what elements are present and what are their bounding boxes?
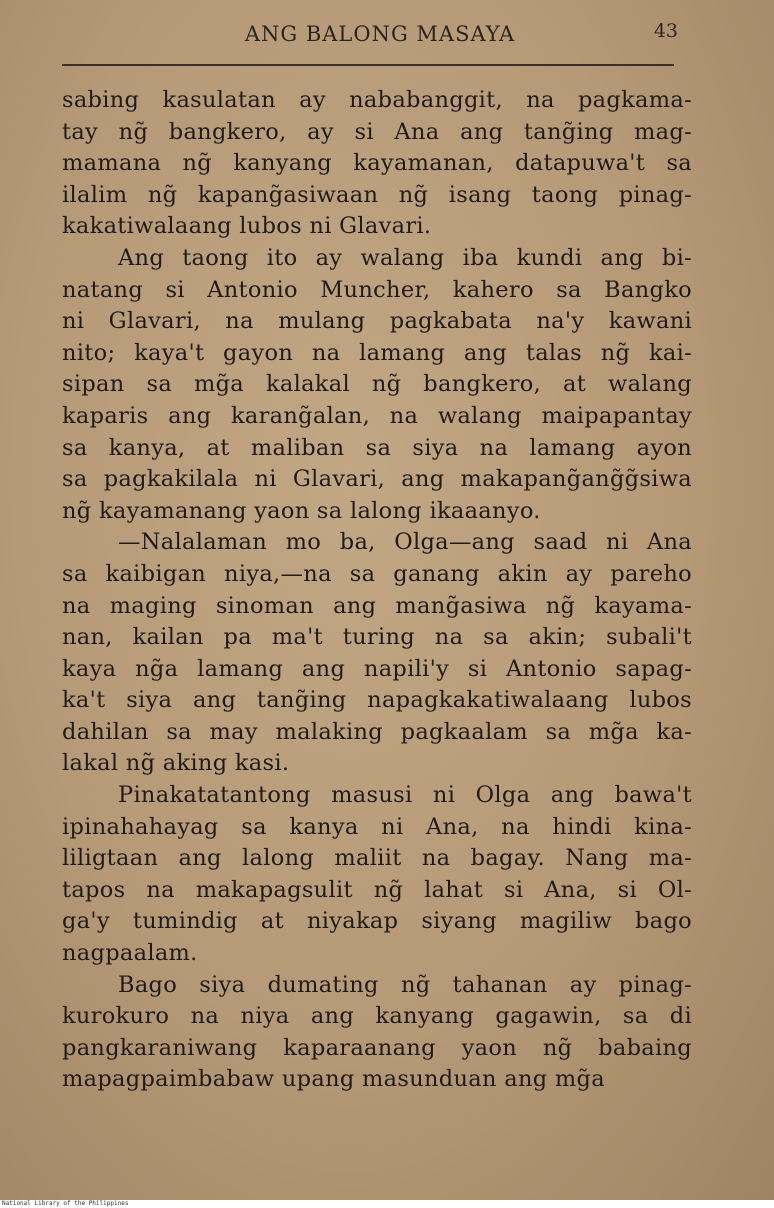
text-line: pangkaraniwang kaparaanang yaon ng̃ babaing — [62, 1034, 692, 1061]
text-line: lakal ng̃ aking kasi. — [62, 750, 290, 777]
text-line: tapos na makapagsulit ng̃ lahat si Ana, si Ol- — [62, 876, 692, 903]
text-line: ipinahahayag sa kanya ni Ana, na hindi kina- — [62, 813, 692, 840]
text-line: sabing kasulatan ay nababanggit, na pagkama- — [62, 87, 692, 113]
text-line: sipan sa mg̃a kalakal ng̃ bangkero, at walang — [62, 371, 692, 398]
text-line: mamana ng̃ kanyang kayamanan, datapuwa't sa — [62, 150, 692, 177]
text-line: na maging sinoman ang mang̃asiwa ng̃ kayama- — [62, 592, 692, 619]
paragraph — [62, 780, 692, 970]
text-line: mapagpaimbabaw upang masunduan ang mg̃a — [62, 1066, 605, 1093]
text-line: tay ng̃ bangkero, ay si Ana ang tang̃ing mag- — [62, 118, 692, 145]
text-line: liligtaan ang lalong maliit na bagay. Nang ma- — [62, 845, 692, 872]
text-line: kurokuro na niya ang kanyang gagawin, sa di — [62, 1003, 692, 1030]
text-line: sa kaibigan niya,—na sa ganang akin ay pareho — [62, 560, 692, 587]
footer — [0, 1200, 774, 1208]
paragraph — [62, 527, 692, 780]
text-line: nito; kaya't gayon na lamang ang talas ng̃ kai- — [62, 339, 692, 366]
paragraph — [62, 243, 692, 527]
header-rule — [62, 64, 674, 66]
text-line: kaparis ang karang̃alan, na walang maipapantay — [62, 402, 692, 429]
text-line: kakatiwalaang lubos ni Glavari. — [62, 213, 432, 240]
text-line: —Nalalaman mo ba, Olga—ang saad ni Ana — [118, 529, 692, 556]
text-line: sa kanya, at maliban sa siya na lamang ayon — [62, 434, 692, 461]
text-line: ka't siya ang tang̃ing napagkakatiwalaang lubos — [62, 687, 692, 714]
text-line: sa pagkakilala ni Glavari, ang makapang̃ang̃g̃siwa — [62, 466, 692, 493]
paragraph — [62, 85, 692, 243]
footer-credit: National Library of the Philippines — [2, 1200, 129, 1207]
text-line: Pinakatatantong masusi ni Olga ang bawa't — [118, 782, 692, 809]
page-number: 43 — [653, 20, 678, 42]
text-line: nagpaalam. — [62, 940, 198, 967]
text-line: natang si Antonio Muncher, kahero sa Bangko — [62, 276, 692, 303]
text-line: dahilan sa may malaking pagkaalam sa mg̃a ka- — [62, 718, 692, 745]
text-line: Ang taong ito ay walang iba kundi ang bi- — [118, 244, 692, 271]
text-line: kaya ng̃a lamang ang napili'y si Antonio sapag- — [62, 655, 692, 682]
text-line: Bago siya dumating ng̃ tahanan ay pinag- — [118, 971, 692, 998]
text-line: ng̃ kayamanang yaon sa lalong ikaaanyo. — [62, 497, 541, 524]
text-line: ni Glavari, na mulang pagkabata na'y kawani — [62, 308, 692, 335]
text-line: ga'y tumindig at niyakap siyang magiliw bago — [62, 908, 692, 935]
text-line: ilalim ng̃ kapang̃asiwaan ng̃ isang taong pinag- — [62, 181, 692, 208]
body-text — [62, 85, 692, 1096]
running-title: ANG BALONG MASAYA — [244, 22, 516, 46]
paragraph — [62, 970, 692, 1096]
text-line: nan, kailan pa ma't turing na sa akin; subali't — [62, 624, 692, 651]
